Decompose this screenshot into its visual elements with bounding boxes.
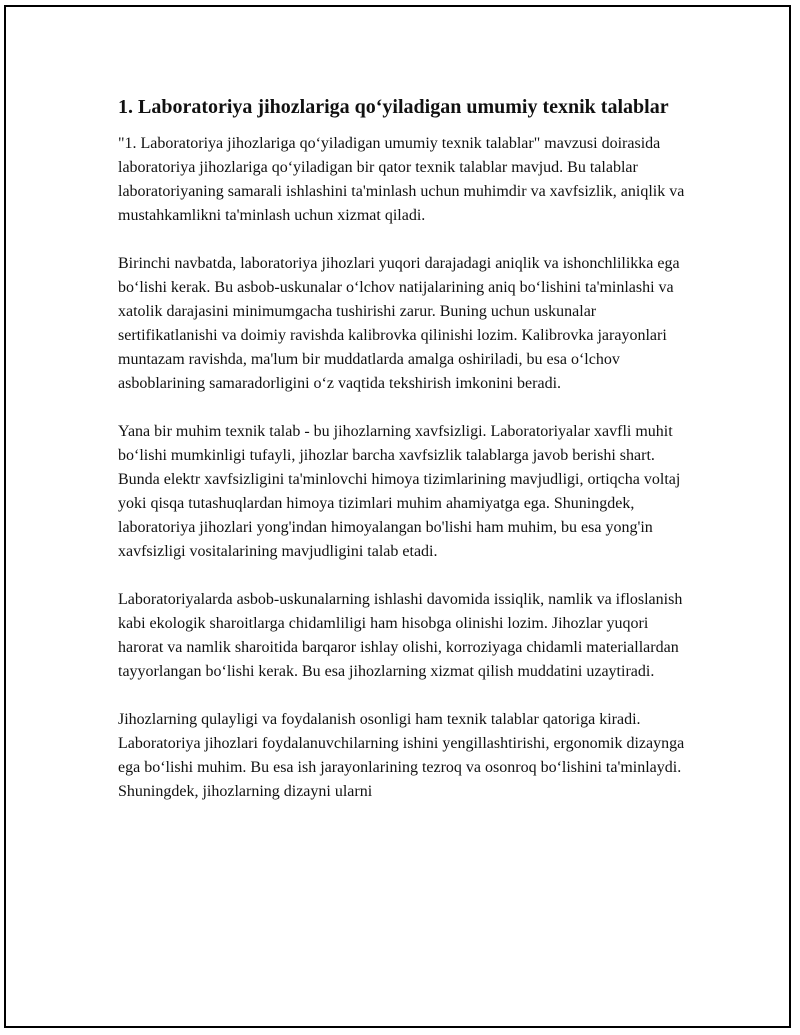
document-title: 1. Laboratoriya jihozlariga qo‘yiladigan umumiy texnik talablar xyxy=(118,96,669,118)
paragraph-4: Laboratoriyalarda asbob-uskunalarning ishlashi davomida issiqlik, namlik va ifloslanish kabi ekologik sharoitlarga chidamliligi ham hisobga olinishi lozim. Jihozlar yuqori harorat va namlik sharoitida barqaror ishlay olishi, korroziyaga chidamli materiallardan tayyorlangan bo‘lishi kerak. Bu esa jihozlarning xizmat qilish muddatini uzaytiradi. xyxy=(118,591,683,680)
paragraph-1: "1. Laboratoriya jihozlariga qo‘yiladigan umumiy texnik talablar" mavzusi doirasida laboratoriya jihozlariga qo‘yiladigan bir qator texnik talablar mavjud. Bu talablar laboratoriyaning samarali ishlashini ta'minlash uchun muhimdir va xavfsizlik, aniqlik va mustahkamlikni ta'minlash uchun xizmat qiladi. xyxy=(118,135,685,224)
paragraph-5: Jihozlarning qulayligi va foydalanish osonligi ham texnik talablar qatoriga kiradi. Laboratoriya jihozlari foydalanuvchilarning ishini yengillashtirishi, ergonomik dizaynga ega bo‘lishi muhim. Bu esa ish jarayonlarining tezroq va osonroq bo‘lishini ta'minlaydi. Shuningdek, jihozlarning dizayni ularni xyxy=(118,711,685,800)
paragraph-2: Birinchi navbatda, laboratoriya jihozlari yuqori darajadagi aniqlik va ishonchlilikka ega bo‘lishi kerak. Bu asbob-uskunalar o‘lchov natijalarining aniq bo‘lishini ta'minlashi va xatolik darajasini minimumgacha tushirishi zarur. Buning uchun uskunalar sertifikatlanishi va doimiy ravishda kalibrovka qilinishi lozim. Kalibrovka jarayonlari muntazam ravishda, ma'lum bir muddatlarda amalga oshiriladi, bu esa o‘lchov asboblarining samaradorligini o‘z vaqtida tekshirish imkonini beradi. xyxy=(118,255,680,392)
document-body xyxy=(118,94,688,828)
paragraph-3: Yana bir muhim texnik talab - bu jihozlarning xavfsizligi. Laboratoriyalar xavfli muhit bo‘lishi mumkinligi tufayli, jihozlar barcha xavfsizlik talablarga javob berishi shart. Bunda elektr xavfsizligini ta'minlovchi himoya tizimlarining mavjudligi, ortiqcha voltaj yoki qisqa tutashuqlardan himoya tizimlari muhim ahamiyatga ega. Shuningdek, laboratoriya jihozlari yong'indan himoyalangan bo'lishi ham muhim, bu esa yong'in xavfsizligi vositalarining mavjudligini talab etadi. xyxy=(118,423,681,560)
